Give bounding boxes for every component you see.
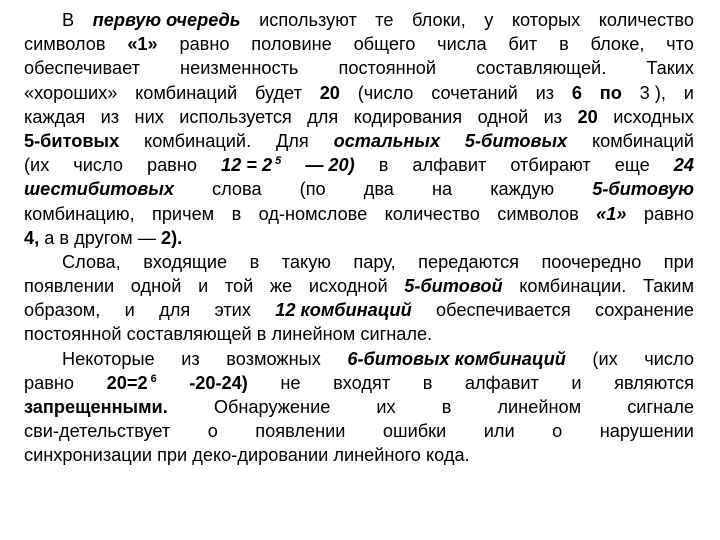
word: же [269,276,293,297]
word: одной [130,276,182,297]
word: а [44,227,55,248]
word: слова [212,179,262,200]
word: составляющей. [476,58,607,79]
word: 3 ), [639,82,666,103]
word: не [280,372,301,393]
word: в [559,34,569,55]
formula-exponent: 5 [275,155,282,168]
word: сохранение [594,300,694,321]
word: равно [24,372,75,393]
word: од-номслове [258,203,368,224]
word: обеспечивается [436,300,571,321]
word: в [231,203,242,224]
word: равно [146,155,198,176]
word: что [666,34,694,55]
word: в [256,324,267,345]
emphasis: запрещенными. [24,397,168,417]
formula [107,371,157,395]
formula: -20-24) [189,372,248,393]
emphasis: «1» [596,203,627,224]
word: числа [437,34,487,55]
word: одной [477,106,529,127]
word: из [181,348,200,369]
emphasis: 20 [319,82,340,103]
word: число [644,348,694,369]
word: сочетаний [431,82,518,103]
formula-exponent: 6 [150,372,157,385]
word: те [375,10,394,30]
emphasis: 6-битовых комбинаций [347,348,566,369]
formula-base: 20=2 [106,372,148,393]
word: каждую [490,179,555,200]
word: в [249,251,260,272]
word: исходных [613,106,694,127]
word: комбинаций. [144,130,252,151]
emphasis: по [599,82,622,103]
word: образом, [24,300,101,321]
emphasis: 5-битовой [404,276,503,297]
text-line [24,177,694,201]
emphasis: остальных [333,130,441,151]
word: каждая [24,106,86,127]
word: из [535,82,555,103]
word: них [134,106,164,127]
word: еще [614,155,650,176]
emphasis: 2). [160,227,183,248]
word: пару, [353,251,396,272]
word: являются [614,372,694,393]
word: алфавит [464,372,539,393]
word: деко-дировании [192,445,329,466]
word: общего [353,34,416,55]
word: той [224,276,254,297]
word: в [59,227,70,248]
word: для [307,106,339,127]
word: которых [511,10,581,30]
word: о [207,421,218,442]
word: и [198,276,209,297]
word: линейном [271,324,356,345]
word: равно [179,34,230,55]
emphasis: шестибитовых [24,179,174,200]
word: сви-детельствует [24,421,171,442]
word: (по [299,179,326,200]
word: причем [151,203,215,224]
word: или [483,421,515,442]
text-line [24,56,694,80]
word: входящие [143,251,228,272]
word: кода. [426,445,470,466]
emphasis: 12 комбинаций [275,300,412,321]
text-line [24,371,694,395]
emphasis: «1» [127,34,158,55]
word: и [571,372,582,393]
word: используют [259,10,357,30]
text-line [24,419,694,443]
word: «хороших» [24,82,118,103]
word: используется [179,106,292,127]
word: такую [281,251,331,272]
text-line [24,202,694,226]
word: о [552,421,563,442]
word: количество [598,10,694,30]
word: (число [357,82,414,103]
word: обеспечивает [24,58,140,79]
word: (их [24,155,50,176]
word: комбинации. [519,276,627,297]
word: другом [74,227,133,248]
emphasis: 5-битовую [592,179,694,200]
word: и [683,82,694,103]
text-line [24,81,694,105]
formula: — 20) [305,155,355,176]
word: возможных [226,348,321,369]
word: комбинаций [591,130,694,151]
text-line [24,153,694,177]
text-line [24,443,694,467]
word: из [100,106,120,127]
word: отбирают [510,155,591,176]
word: Слова, [62,251,121,272]
formula-base: 12 = 2 [221,155,273,176]
word: исходной [308,276,388,297]
word: Для [275,130,309,151]
word: Обнаружение [213,397,331,417]
word: кодирования [353,106,463,127]
word: синхронизации [24,445,153,466]
word: сигнале [627,397,694,417]
word: постоянной [338,58,437,79]
emphasis: 5-битовых [464,130,568,151]
text-line [24,298,694,322]
word: Некоторые [62,348,155,369]
word: в [422,372,433,393]
word: входят [333,372,391,393]
paragraph-3 [24,347,694,468]
formula [221,153,281,177]
word: при [663,251,694,272]
word: В [62,10,75,30]
word: этих [214,300,251,321]
text-line [24,129,694,153]
word: Таким [642,276,694,297]
word: бит [508,34,538,55]
word: при [157,445,188,466]
word: количество [384,203,480,224]
emphasis: 6 [571,82,582,103]
word: комбинацию, [24,203,135,224]
word: в [378,155,389,176]
word: на [431,179,453,200]
text-line [24,322,694,346]
word: Таких [646,58,694,79]
text-line [24,32,694,56]
emphasis: первую очередь [92,10,241,30]
word: и [124,300,135,321]
text-line [24,8,694,32]
word: алфавит [412,155,487,176]
word: для [159,300,191,321]
word: ошибки [382,421,447,442]
word: (их [592,348,618,369]
word: символов [24,34,106,55]
paragraph-1 [24,8,694,250]
emphasis: 24 [673,155,694,176]
text-line [24,250,694,274]
word: будет [254,82,302,103]
text-line [24,347,694,371]
word: у [484,10,494,30]
text-line [24,105,694,129]
word: два [363,179,394,200]
word: их [376,397,396,417]
word: сигнале. [360,324,433,345]
word: комбинаций [135,82,238,103]
word: появлении [24,276,115,297]
word: символов [497,203,579,224]
emphasis: 5-битовых [24,130,120,151]
word: неизменность [180,58,299,79]
word: половине [251,34,332,55]
word: составляющей [126,324,252,345]
text-line [24,274,694,298]
emphasis: 20 [577,106,598,127]
word: из [543,106,563,127]
word: нарушении [599,421,694,442]
word: линейном [497,397,582,417]
text-line [24,395,694,419]
emphasis: 4, [24,227,40,248]
text-line [24,226,694,250]
word: — [137,227,156,248]
word: блоке, [590,34,645,55]
word: появлении [255,421,346,442]
paragraph-2 [24,250,694,347]
word: блоки, [412,10,466,30]
word: равно [643,203,694,224]
word: постоянной [24,324,122,345]
document-text [24,8,694,468]
word: передаются [418,251,519,272]
word: число [73,155,123,176]
word: поочередно [541,251,642,272]
word: в [441,397,452,417]
word: линейного [333,445,421,466]
